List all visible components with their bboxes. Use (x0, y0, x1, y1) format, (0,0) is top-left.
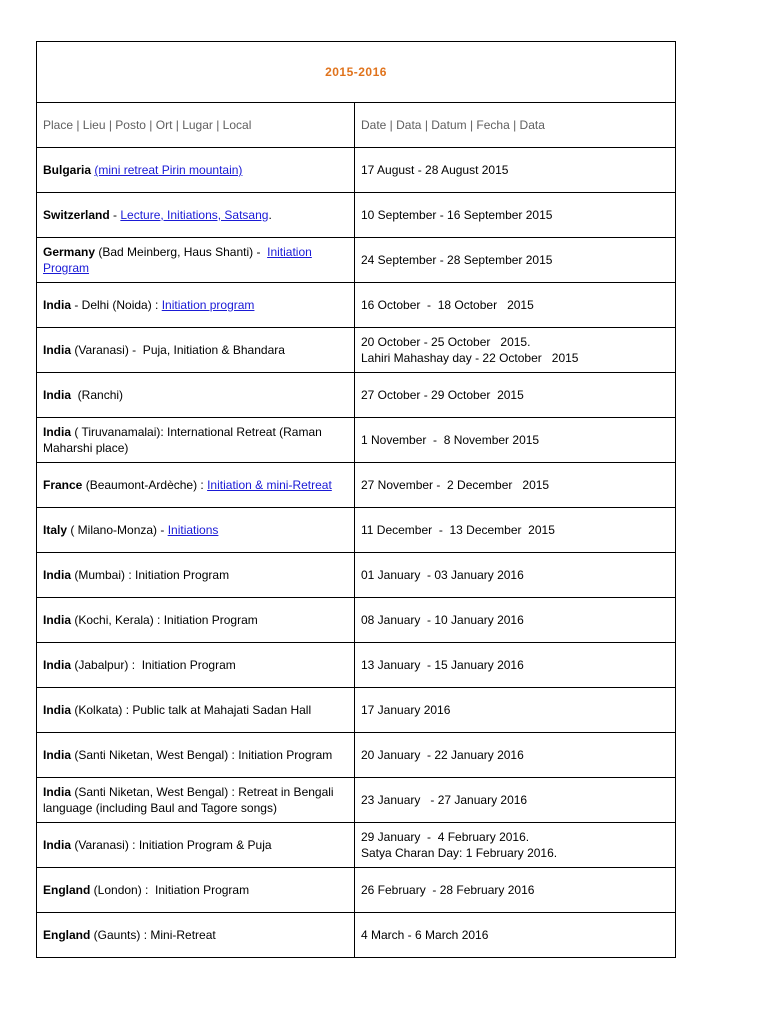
date-line: 13 January - 15 January 2016 (361, 658, 524, 672)
table-row (37, 418, 676, 463)
place-cell (37, 823, 355, 868)
place-details: (Varanasi) : Initiation Program & Puja (71, 838, 272, 852)
place-cell (37, 148, 355, 193)
place-cell (37, 553, 355, 598)
table-row (37, 193, 676, 238)
place-cell (37, 418, 355, 463)
header-row (37, 103, 676, 148)
date-line: Satya Charan Day: 1 February 2016. (361, 846, 558, 860)
place-cell (37, 508, 355, 553)
place-country: India (43, 613, 72, 627)
place-cell (37, 328, 355, 373)
date-cell (355, 373, 676, 418)
place-details: (Bad Meinberg, Haus Shanti) - (95, 245, 268, 259)
table-row (37, 598, 676, 643)
place-details: (Santi Niketan, West Bengal) : Retreat in Bengali language (including Baul and Tagore songs) (43, 785, 337, 815)
table-row (37, 643, 676, 688)
date-cell (355, 778, 676, 823)
place-country: India (43, 748, 72, 762)
table-row (37, 733, 676, 778)
place-details: (Kolkata) : Public talk at Mahajati Sadan Hall (71, 703, 312, 717)
date-line: 26 February - 28 February 2016 (361, 883, 535, 897)
date-line: 27 November - 2 December 2015 (361, 478, 550, 492)
place-suffix: . (268, 208, 272, 222)
date-line: 27 October - 29 October 2015 (361, 388, 524, 402)
place-details: (Ranchi) (71, 388, 124, 402)
table-row (37, 913, 676, 958)
place-column-header: Place | Lieu | Posto | Ort | Lugar | Local (37, 103, 355, 148)
table-row (37, 508, 676, 553)
place-country: India (43, 703, 72, 717)
event-link[interactable]: Initiation Program (43, 245, 312, 275)
date-line: 20 January - 22 January 2016 (361, 748, 524, 762)
event-link[interactable]: Initiation & mini-Retreat (207, 478, 332, 492)
place-cell (37, 778, 355, 823)
table-row (37, 238, 676, 283)
date-line: 24 September - 28 September 2015 (361, 253, 553, 267)
date-line: 16 October - 18 October 2015 (361, 298, 534, 312)
date-cell (355, 238, 676, 283)
date-cell (355, 823, 676, 868)
date-line: 4 March - 6 March 2016 (361, 928, 489, 942)
date-line: 11 December - 13 December 2015 (361, 523, 555, 537)
place-cell (37, 238, 355, 283)
date-line: 17 August - 28 August 2015 (361, 163, 509, 177)
date-line: 17 January 2016 (361, 703, 451, 717)
place-country: India (43, 388, 72, 402)
date-column-header: Date | Data | Datum | Fecha | Data (355, 103, 676, 148)
table-row (37, 868, 676, 913)
table-row (37, 283, 676, 328)
table-row (37, 463, 676, 508)
date-cell (355, 643, 676, 688)
event-link[interactable]: Lecture, Initiations, Satsang (120, 208, 269, 222)
place-country: England (43, 883, 91, 897)
place-country: Italy (43, 523, 68, 537)
place-cell (37, 868, 355, 913)
place-country: Bulgaria (43, 163, 92, 177)
place-country: India (43, 298, 72, 312)
date-line: 08 January - 10 January 2016 (361, 613, 524, 627)
table-row (37, 778, 676, 823)
place-cell (37, 193, 355, 238)
date-cell (355, 913, 676, 958)
date-cell (355, 418, 676, 463)
place-details: (Mumbai) : Initiation Program (71, 568, 230, 582)
table-row (37, 373, 676, 418)
place-cell (37, 643, 355, 688)
date-cell (355, 148, 676, 193)
place-details: ( Tiruvanamalai): International Retreat (Raman Maharshi place) (43, 425, 326, 455)
date-cell (355, 733, 676, 778)
event-link[interactable]: Initiations (167, 523, 219, 537)
place-details: (Varanasi) - Puja, Initiation & Bhandara (71, 343, 285, 357)
date-cell (355, 193, 676, 238)
place-country: India (43, 343, 72, 357)
date-cell (355, 553, 676, 598)
date-line: 29 January - 4 February 2016. (361, 830, 530, 844)
date-line: 01 January - 03 January 2016 (361, 568, 524, 582)
place-country: India (43, 838, 72, 852)
date-line: 1 November - 8 November 2015 (361, 433, 540, 447)
table-row (37, 328, 676, 373)
table-row (37, 688, 676, 733)
place-country: India (43, 568, 72, 582)
place-country: Switzerland (43, 208, 110, 222)
place-country: France (43, 478, 83, 492)
place-details: (Kochi, Kerala) : Initiation Program (71, 613, 258, 627)
place-details: - Delhi (Noida) : (71, 298, 162, 312)
table-row (37, 148, 676, 193)
date-cell (355, 868, 676, 913)
place-details: ( Milano-Monza) - (67, 523, 168, 537)
place-country: India (43, 658, 72, 672)
date-line: 23 January - 27 January 2016 (361, 793, 528, 807)
place-cell (37, 283, 355, 328)
place-details: (Jabalpur) : Initiation Program (71, 658, 236, 672)
page-title: 2015-2016 (37, 42, 676, 103)
date-line: 10 September - 16 September 2015 (361, 208, 553, 222)
place-details: (Santi Niketan, West Bengal) : Initiation Program (71, 748, 333, 762)
date-line: Lahiri Mahashay day - 22 October 2015 (361, 351, 579, 365)
date-cell (355, 688, 676, 733)
title-row (37, 42, 676, 103)
place-cell (37, 913, 355, 958)
place-details: - (109, 208, 121, 222)
place-cell (37, 733, 355, 778)
event-link[interactable]: Initiation program (161, 298, 255, 312)
place-cell (37, 598, 355, 643)
schedule-body (37, 42, 676, 958)
date-cell (355, 283, 676, 328)
event-link[interactable]: (mini retreat Pirin mountain) (94, 163, 243, 177)
date-cell (355, 598, 676, 643)
date-cell (355, 463, 676, 508)
table-row (37, 823, 676, 868)
schedule-table (36, 41, 676, 958)
date-cell (355, 328, 676, 373)
place-cell (37, 688, 355, 733)
place-details: (London) : Initiation Program (90, 883, 250, 897)
date-line: 20 October - 25 October 2015. (361, 335, 531, 349)
place-cell (37, 373, 355, 418)
place-country: England (43, 928, 91, 942)
date-cell (355, 508, 676, 553)
place-details: (Beaumont-Ardèche) : (82, 478, 208, 492)
table-row (37, 553, 676, 598)
place-country: India (43, 785, 72, 799)
place-country: Germany (43, 245, 96, 259)
place-details: (Gaunts) : Mini-Retreat (90, 928, 216, 942)
place-cell (37, 463, 355, 508)
place-country: India (43, 425, 72, 439)
